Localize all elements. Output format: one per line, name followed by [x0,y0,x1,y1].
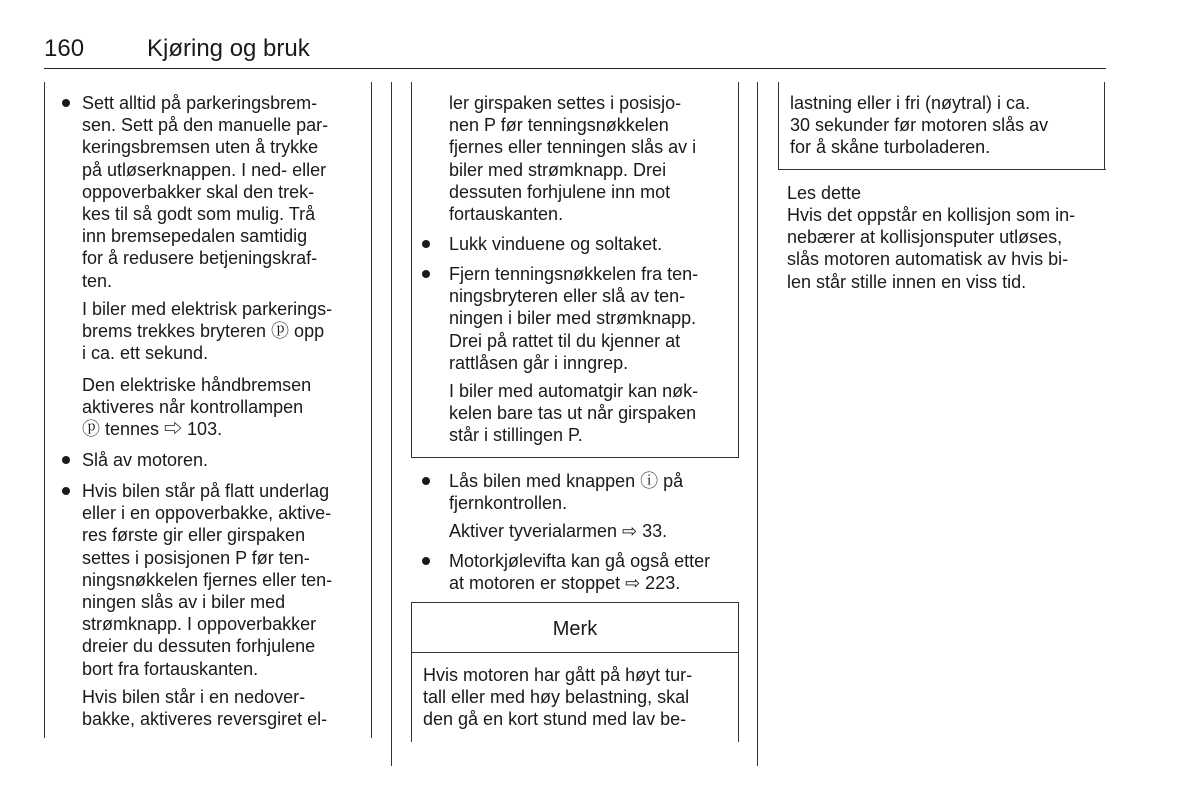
bullet-icon [422,270,430,278]
column2-bullet-cooling-fan: Motorkjølevifta kan gå også etter at motoren er stoppet ⇨ 223. [449,551,711,594]
column-divider [757,82,758,766]
bullet-icon [422,477,430,485]
note-box-border [778,169,1106,170]
merk-text: Hvis motoren har gått på høyt tur- tall eller med høy belastning, skal den gå en kort stund med lav be- [423,665,693,730]
column-divider [44,82,45,738]
column1-paragraph-electric-brake: I biler med elektrisk parkerings- brems trekkes bryteren ⓟ opp i ca. ett sekund. [82,299,333,364]
column-divider [391,82,392,766]
column2-bullet-lock-car: Lås bilen med knappen ⓘ på fjernkontrollen. [449,471,684,514]
column3-box-text: lastning eller i fri (nøytral) i ca. 30 sekunder før motoren slås av for å skåne turboladeren. [790,93,1049,158]
bullet-icon [62,456,70,464]
note-box-border [1104,82,1105,170]
column2-paragraph-automatic: I biler med automatgir kan nøk- kelen bare tas ut når girspaken står i stillingen P. [449,381,699,446]
bullet-icon [62,487,70,495]
column2-bullet-ignition-key: Fjern tenningsnøkkelen fra ten- ningsbryteren eller slå av ten- ningen i biler med strømknapp. Drei på rattet til du kjenner at rattlåsen går i inngrep. [449,264,699,373]
page-header [44,34,1106,69]
merk-title-divider [411,652,739,653]
page-title: Kjøring og bruk [147,35,310,62]
page-number: 160 [44,35,85,62]
column2-bullet-windows: Lukk vinduene og soltaket. [449,234,663,254]
note-box-border [411,457,739,458]
les-dette-heading: Les dette [787,183,862,203]
column2-paragraph-alarm: Aktiver tyverialarmen ⇨ 33. [449,521,668,541]
merk-box-border [738,602,739,742]
merk-box-border [411,602,739,603]
column1-bullet-parking-brake: Sett alltid på parkeringsbrem- sen. Sett på den manuelle par- keringsbremsen uten å trykke på utløserknappen. I ned- eller oppoverbakker skal den trek- kes til så godt som mulig. Trå inn bremsepedalen samtidig for å redusere betjeningskraf- ten. [82,93,329,291]
column1-paragraph-handbrake: Den elektriske håndbremsen aktiveres når kontrollampen ⓟ tennes ⇨ 103. [82,375,312,440]
column1-bullet-level-ground: Hvis bilen står på flatt underlag eller i en oppoverbakke, aktive- res første gir eller girspaken settes i posisjonen P før ten- ningsnøkkelen fjernes eller ten- ningen slås av i biler med strømknapp. I oppoverbakker dreier du dessuten forhjulene bort fra fortauskanten. [82,481,333,679]
merk-title: Merk [552,618,598,640]
bullet-icon [62,99,70,107]
column1-bullet-engine-off: Slå av motoren. [82,450,209,470]
bullet-icon [422,240,430,248]
note-box-border [778,82,779,170]
note-box-border [411,82,412,458]
column-divider [371,82,372,738]
column1-paragraph-downhill: Hvis bilen står i en nedover- bakke, aktiveres reversgiret el- [82,687,328,730]
column3-collision-text: Hvis det oppstår en kollisjon som in- nebærer at kollisjonsputer utløses, slås motoren automatisk av hvis bi- len står stille innen en viss tid. [787,205,1076,292]
note-box-border [738,82,739,458]
bullet-icon [422,557,430,565]
column2-paragraph-continued: ler girspaken settes i posisjo- nen P før tenningsnøkkelen fjernes eller tenningen slås av i biler med strømknapp. Drei dessuten forhjulene inn mot fortauskanten. [449,93,697,225]
